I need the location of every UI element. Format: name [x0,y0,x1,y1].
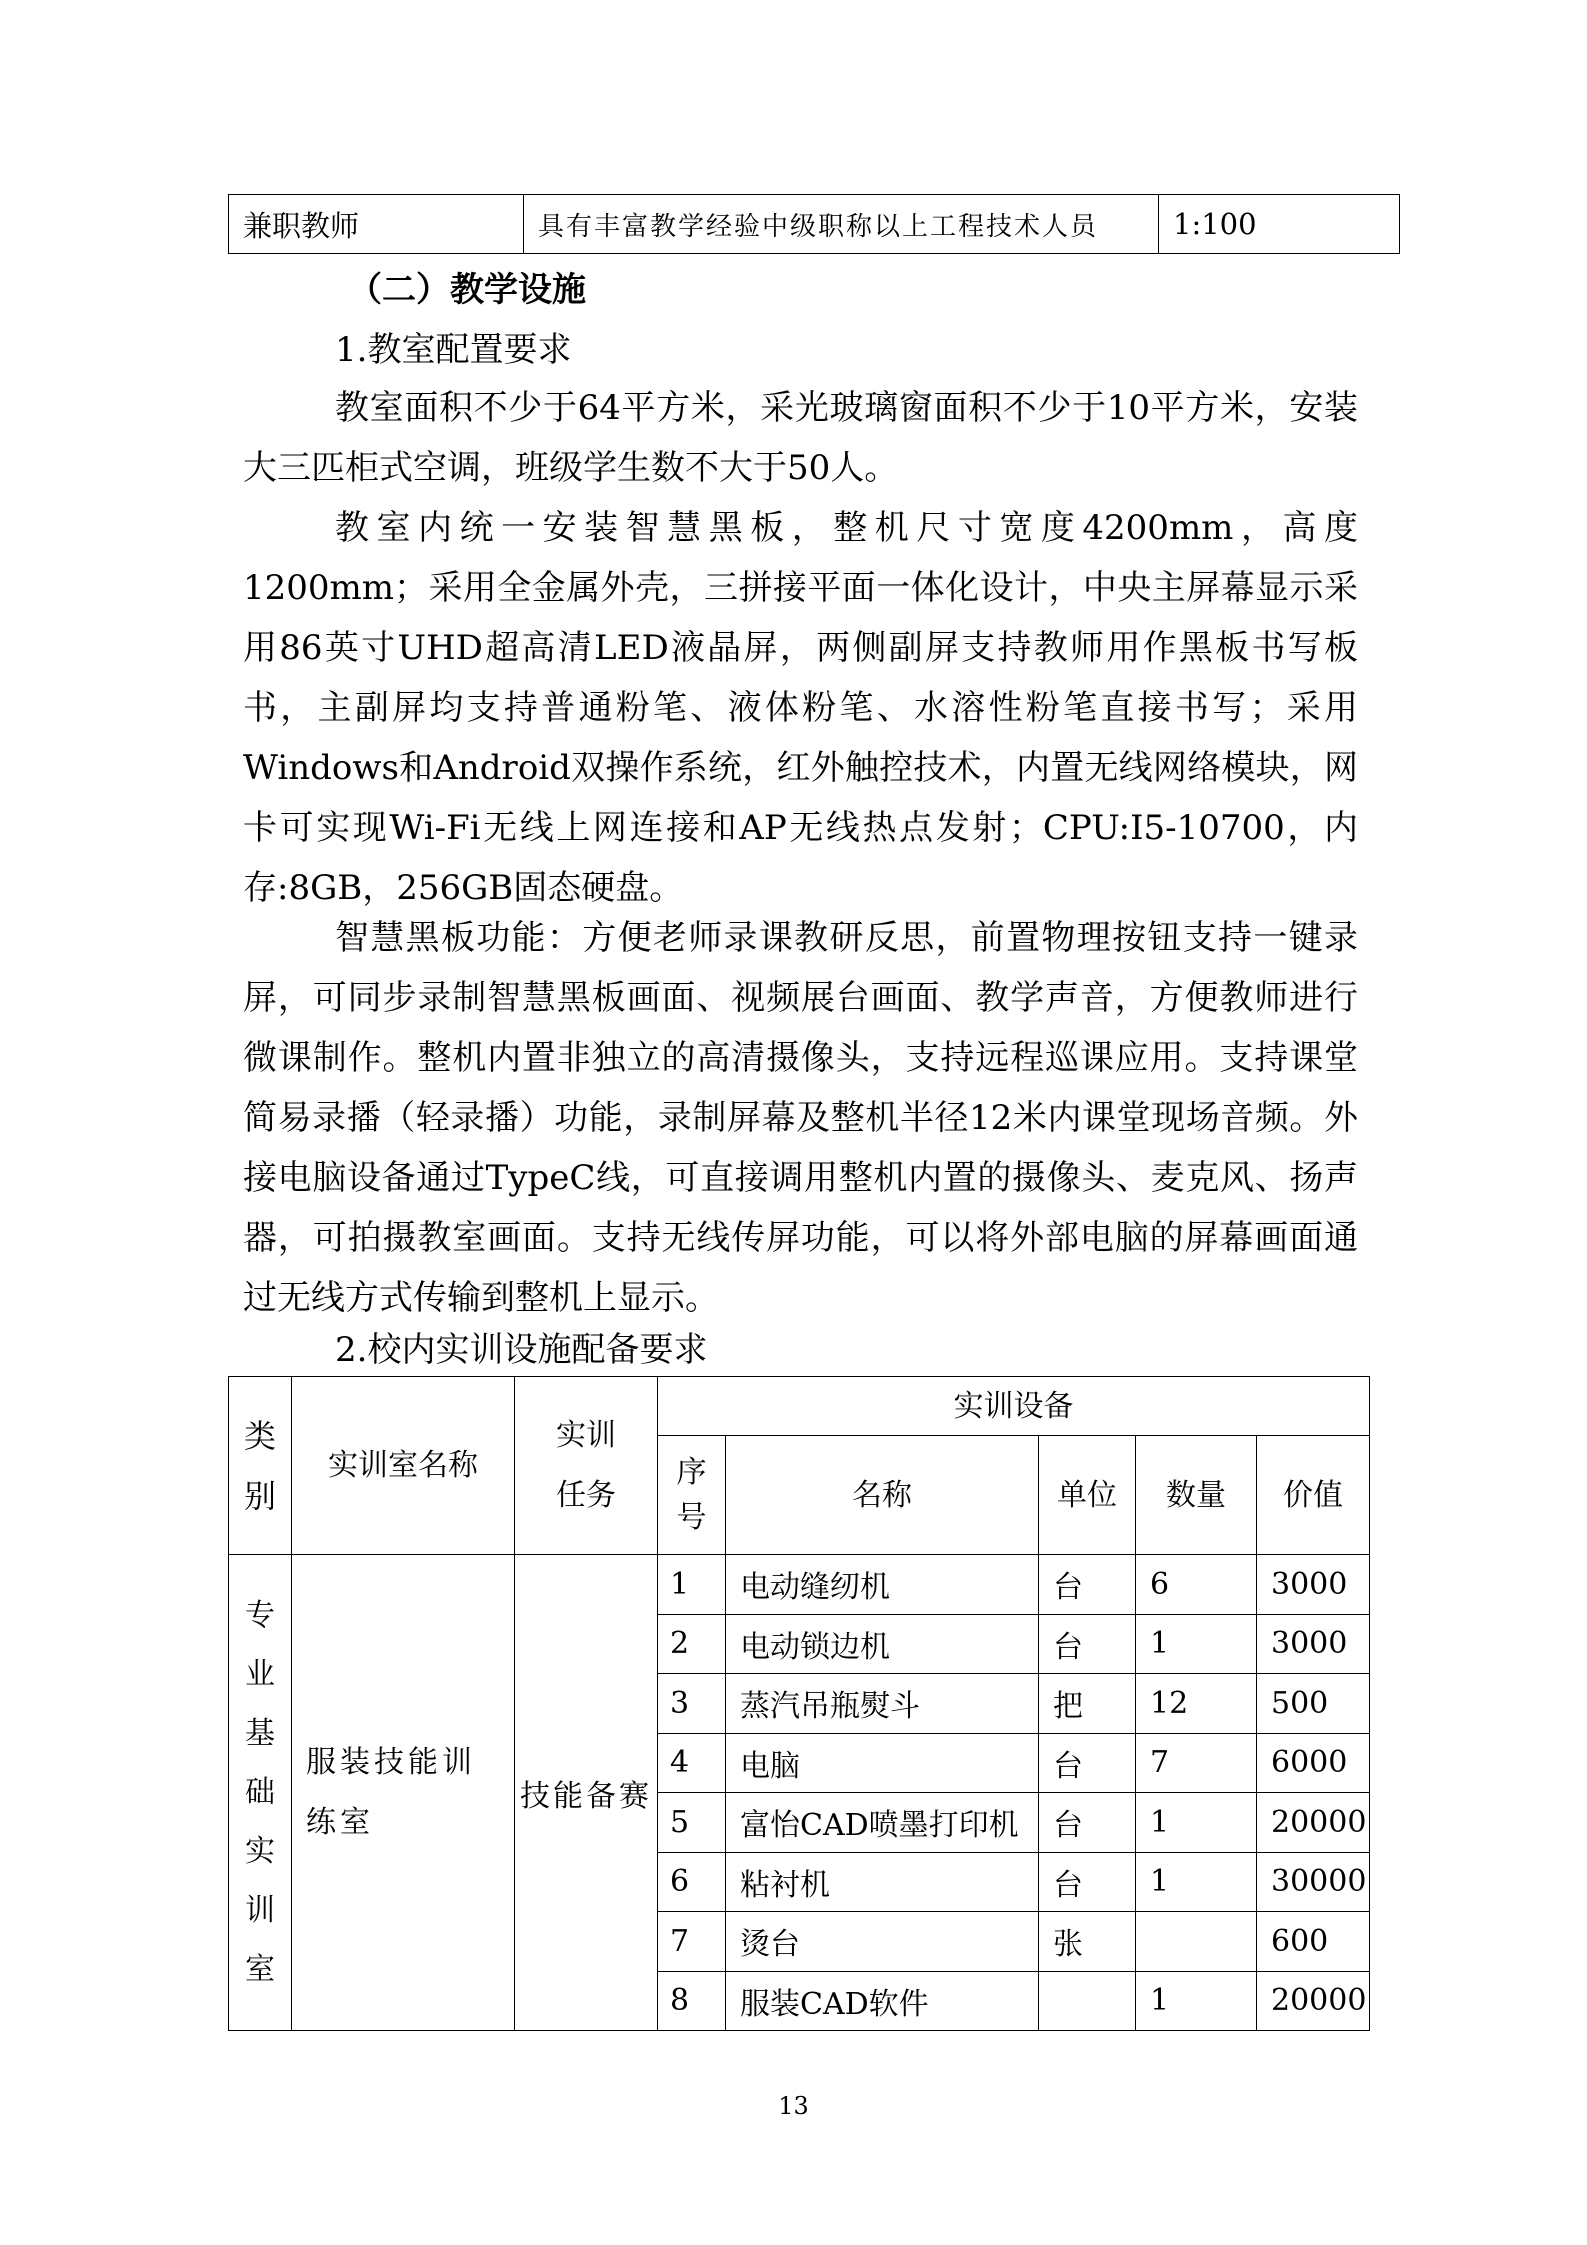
row-unit [1039,1971,1136,2031]
room-name-label: 服装技能训练室 [306,1744,476,1840]
paragraph-smart-board-functions: 智慧黑板功能：方便老师录课教研反思，前置物理按钮支持一键录屏，可同步录制智慧黑板画面、视频展台画面、教学声音，方便教师进行微课制作。整机内置非独立的高清摄像头，支持远程巡课应用。支持课堂简易录播（轻录播）功能，录制屏幕及整机半径12米内课堂现场音频。外接电脑设备通过TypeC线，可直接调用整机内置的摄像头、麦克风、扬声器，可拍摄教室画面。支持无线传屏功能，可以将外部电脑的屏幕画面通过无线方式传输到整机上显示。 [243,918,1358,1318]
row-price: 6000 [1257,1733,1370,1793]
row-price: 3000 [1257,1555,1370,1615]
header-unit: 单位 [1039,1436,1136,1555]
row-price: 500 [1257,1674,1370,1734]
subsection-heading-classroom: 1.教室配置要求 [335,330,572,370]
table-row [229,1555,1370,1615]
section-heading: （二）教学设施 [348,270,586,310]
row-seq: 8 [658,1971,726,2031]
row-name: 电动缝纫机 [726,1555,1039,1615]
staff-table [228,194,1400,254]
row-price: 3000 [1257,1614,1370,1674]
staff-role: 兼职教师 [229,195,524,254]
row-unit: 台 [1039,1733,1136,1793]
row-unit: 台 [1039,1852,1136,1912]
subsection-heading-training: 2.校内实训设施配备要求 [335,1330,708,1370]
row-name: 电动锁边机 [726,1614,1039,1674]
row-unit: 台 [1039,1614,1136,1674]
row-unit: 台 [1039,1793,1136,1853]
row-name: 粘衬机 [726,1852,1039,1912]
row-price: 30000 [1257,1852,1370,1912]
category-label: 专业基础实训室 [245,1598,275,1987]
row-quantity: 1 [1136,1971,1257,2031]
page-number: 13 [778,2092,809,2120]
staff-row [229,195,1400,254]
header-seq-label: 序号 [676,1455,707,1535]
header-seq [658,1436,726,1555]
header-equipment: 实训设备 [658,1377,1370,1436]
header-quantity: 数量 [1136,1436,1257,1555]
facility-table [228,1376,1370,2031]
row-seq: 1 [658,1555,726,1615]
row-quantity: 1 [1136,1852,1257,1912]
row-price: 600 [1257,1912,1370,1972]
header-name: 名称 [726,1436,1039,1555]
row-quantity [1136,1912,1257,1972]
row-seq: 5 [658,1793,726,1853]
header-task [515,1377,658,1555]
header-room-name: 实训室名称 [292,1377,515,1555]
row-seq: 2 [658,1614,726,1674]
row-unit: 把 [1039,1674,1136,1734]
category-cell [229,1555,292,2031]
row-quantity: 6 [1136,1555,1257,1615]
staff-ratio: 1:100 [1159,195,1400,254]
header-row-1 [229,1377,1370,1436]
row-quantity: 1 [1136,1793,1257,1853]
row-name: 富怡CAD喷墨打印机 [726,1793,1039,1853]
row-price: 20000 [1257,1971,1370,2031]
header-task-label: 实训任务 [556,1417,616,1513]
row-unit: 台 [1039,1555,1136,1615]
header-category-label: 类别 [244,1416,277,1515]
row-name: 电脑 [726,1733,1039,1793]
row-name: 服装CAD软件 [726,1971,1039,2031]
header-category [229,1377,292,1555]
row-seq: 3 [658,1674,726,1734]
row-seq: 4 [658,1733,726,1793]
row-name: 蒸汽吊瓶熨斗 [726,1674,1039,1734]
row-quantity: 12 [1136,1674,1257,1734]
row-price: 20000 [1257,1793,1370,1853]
staff-requirement: 具有丰富教学经验中级职称以上工程技术人员 [524,195,1159,254]
row-unit: 张 [1039,1912,1136,1972]
room-name-cell [292,1555,515,2031]
row-quantity: 1 [1136,1614,1257,1674]
row-seq: 6 [658,1852,726,1912]
header-price: 价值 [1257,1436,1370,1555]
paragraph-classroom-size: 教室面积不少于64平方米，采光玻璃窗面积不少于10平方米，安装大三匹柜式空调，班级学生数不大于50人。 [243,388,1358,488]
paragraph-smart-board-spec: 教室内统一安装智慧黑板，整机尺寸宽度4200mm，高度1200mm；采用全金属外壳，三拼接平面一体化设计，中央主屏幕显示采用86英寸UHD超高清LED液晶屏，两侧副屏支持教师用作黑板书写板书，主副屏均支持普通粉笔、液体粉笔、水溶性粉笔直接书写；采用Windows和Android双操作系统，红外触控技术，内置无线网络模块，网卡可实现Wi-Fi无线上网连接和AP无线热点发射；CPU:I5-10700，内存:8GB，256GB固态硬盘。 [243,508,1358,908]
task-cell: 技能备赛 [515,1555,658,2031]
row-quantity: 7 [1136,1733,1257,1793]
row-name: 烫台 [726,1912,1039,1972]
row-seq: 7 [658,1912,726,1972]
